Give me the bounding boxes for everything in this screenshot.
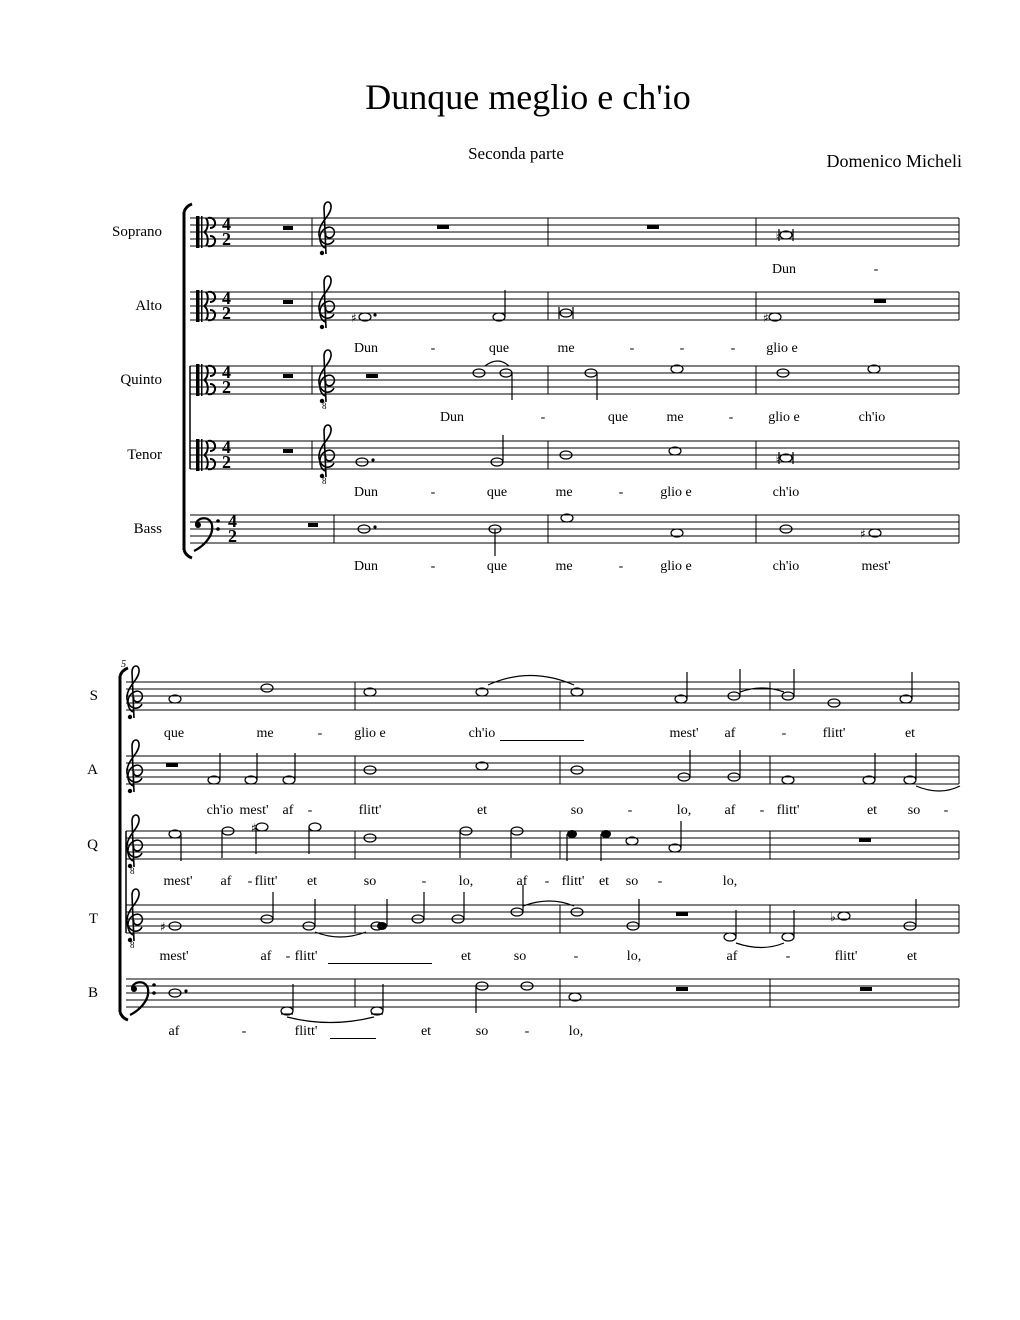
composer-name: Domenico Micheli (826, 151, 962, 171)
svg-text:♯: ♯ (763, 311, 769, 325)
lyric: mest' (239, 803, 269, 818)
lyric: Dun (353, 559, 379, 574)
lyric: ch'io (206, 803, 234, 818)
lyric: - (540, 410, 546, 425)
part-label-tenor: Tenor (127, 447, 162, 463)
lyric: af (726, 949, 738, 964)
lyric: Dun (771, 262, 797, 277)
lyric: mest' (159, 949, 189, 964)
lyric: so (363, 874, 377, 889)
lyric: lo, (458, 874, 474, 889)
lyric: flitt' (776, 803, 800, 818)
lyric: lo, (568, 1024, 584, 1039)
svg-text:2: 2 (228, 526, 237, 546)
lyric: af (168, 1024, 180, 1039)
svg-text:♭: ♭ (830, 910, 836, 924)
lyric: et (598, 874, 610, 889)
part-label-bass: Bass (133, 521, 162, 537)
measure-number: 5 (121, 659, 126, 670)
svg-text:2: 2 (222, 452, 231, 472)
lyric: af (516, 874, 528, 889)
lyric: Dun (353, 341, 379, 356)
score-title: Dunque meglio e ch'io (365, 77, 691, 117)
svg-text:8: 8 (130, 940, 135, 950)
part-abbr-alto: A (87, 762, 98, 778)
lyric: flitt' (822, 726, 846, 741)
lyric: - (618, 559, 624, 574)
lyric: - (285, 949, 291, 964)
lyric: lo, (722, 874, 738, 889)
lyric: - (730, 341, 736, 356)
lyric: - (247, 874, 253, 889)
svg-text:♯: ♯ (860, 527, 866, 541)
svg-text:♮: ♮ (776, 232, 780, 243)
lyric: que (163, 726, 185, 741)
lyric: - (679, 341, 685, 356)
lyric: - (657, 874, 663, 889)
system-2 (120, 666, 960, 1023)
svg-text:4: 4 (222, 362, 231, 382)
lyric: flitt' (561, 874, 585, 889)
part-abbr-quinto: Q (87, 837, 98, 853)
svg-text:2: 2 (222, 377, 231, 397)
lyric: glio e (768, 410, 800, 425)
svg-text:4: 4 (222, 437, 231, 457)
lyric: me (555, 559, 573, 574)
lyric: me (666, 410, 684, 425)
lyric: - (430, 341, 436, 356)
lyric: flitt' (834, 949, 858, 964)
lyric: me (256, 726, 274, 741)
lyric: af (260, 949, 272, 964)
lyric: af (724, 726, 736, 741)
lyric: et (460, 949, 472, 964)
lyric: que (486, 485, 508, 500)
lyric: - (943, 803, 949, 818)
part-abbr-soprano: S (89, 688, 98, 704)
lyric: flitt' (294, 1024, 318, 1039)
lyric: lo, (676, 803, 692, 818)
lyric: glio e (660, 559, 692, 574)
lyric: Dun (353, 485, 379, 500)
svg-text:♯: ♯ (160, 920, 166, 934)
lyric: - (524, 1024, 530, 1039)
lyric: - (430, 485, 436, 500)
lyric: que (607, 410, 629, 425)
lyric-extender (500, 740, 584, 741)
lyric: que (486, 559, 508, 574)
lyric: et (420, 1024, 432, 1039)
svg-text:♯: ♯ (351, 311, 357, 325)
lyric: mest' (669, 726, 699, 741)
svg-text:♯: ♯ (251, 821, 257, 835)
svg-text:8: 8 (130, 866, 135, 876)
lyric: ch'io (772, 485, 800, 500)
score-subtitle: Seconda parte (468, 144, 564, 163)
lyric: - (544, 874, 550, 889)
lyric: que (488, 341, 510, 356)
lyric: glio e (354, 726, 386, 741)
part-label-alto: Alto (135, 298, 162, 314)
svg-text:4: 4 (222, 214, 231, 234)
lyric: - (430, 559, 436, 574)
lyric: et (306, 874, 318, 889)
svg-text:4: 4 (222, 288, 231, 308)
lyric: - (307, 803, 313, 818)
lyric: af (282, 803, 294, 818)
lyric: et (906, 949, 918, 964)
lyric: Dun (439, 410, 465, 425)
lyric: af (724, 803, 736, 818)
lyric: so (513, 949, 527, 964)
lyric: glio e (766, 341, 798, 356)
lyric: flitt' (358, 803, 382, 818)
lyric: so (625, 874, 639, 889)
system-1 (184, 202, 959, 558)
lyric: - (241, 1024, 247, 1039)
lyric: - (627, 803, 633, 818)
lyric: - (781, 726, 787, 741)
lyric: et (904, 726, 916, 741)
lyric: - (759, 803, 765, 818)
lyric: mest' (163, 874, 193, 889)
lyric: - (573, 949, 579, 964)
lyric: - (785, 949, 791, 964)
lyric: - (618, 485, 624, 500)
lyric: ch'io (772, 559, 800, 574)
lyric: glio e (660, 485, 692, 500)
lyric: - (728, 410, 734, 425)
svg-text:♮: ♮ (776, 455, 780, 466)
lyric: me (557, 341, 575, 356)
part-label-soprano: Soprano (112, 224, 162, 240)
part-label-quinto: Quinto (120, 372, 162, 388)
lyric: lo, (626, 949, 642, 964)
lyric: - (629, 341, 635, 356)
lyric: flitt' (294, 949, 318, 964)
lyric: me (555, 485, 573, 500)
lyric: so (475, 1024, 489, 1039)
lyric: mest' (861, 559, 891, 574)
svg-text:2: 2 (222, 303, 231, 323)
part-abbr-bass: B (87, 985, 98, 1001)
lyric-extender (330, 1038, 376, 1039)
lyric: et (476, 803, 488, 818)
lyric: ch'io (468, 726, 496, 741)
svg-text:4: 4 (228, 511, 237, 531)
lyric-extender (328, 963, 432, 964)
lyric: af (220, 874, 232, 889)
svg-text:8: 8 (322, 401, 327, 411)
lyric: et (866, 803, 878, 818)
lyric: so (907, 803, 921, 818)
lyric: - (873, 262, 879, 277)
svg-text:8: 8 (322, 476, 327, 486)
lyric: - (317, 726, 323, 741)
lyric: so (570, 803, 584, 818)
part-abbr-tenor: T (88, 911, 98, 927)
lyric: flitt' (254, 874, 278, 889)
svg-text:2: 2 (222, 229, 231, 249)
lyric: - (421, 874, 427, 889)
lyric: ch'io (858, 410, 886, 425)
